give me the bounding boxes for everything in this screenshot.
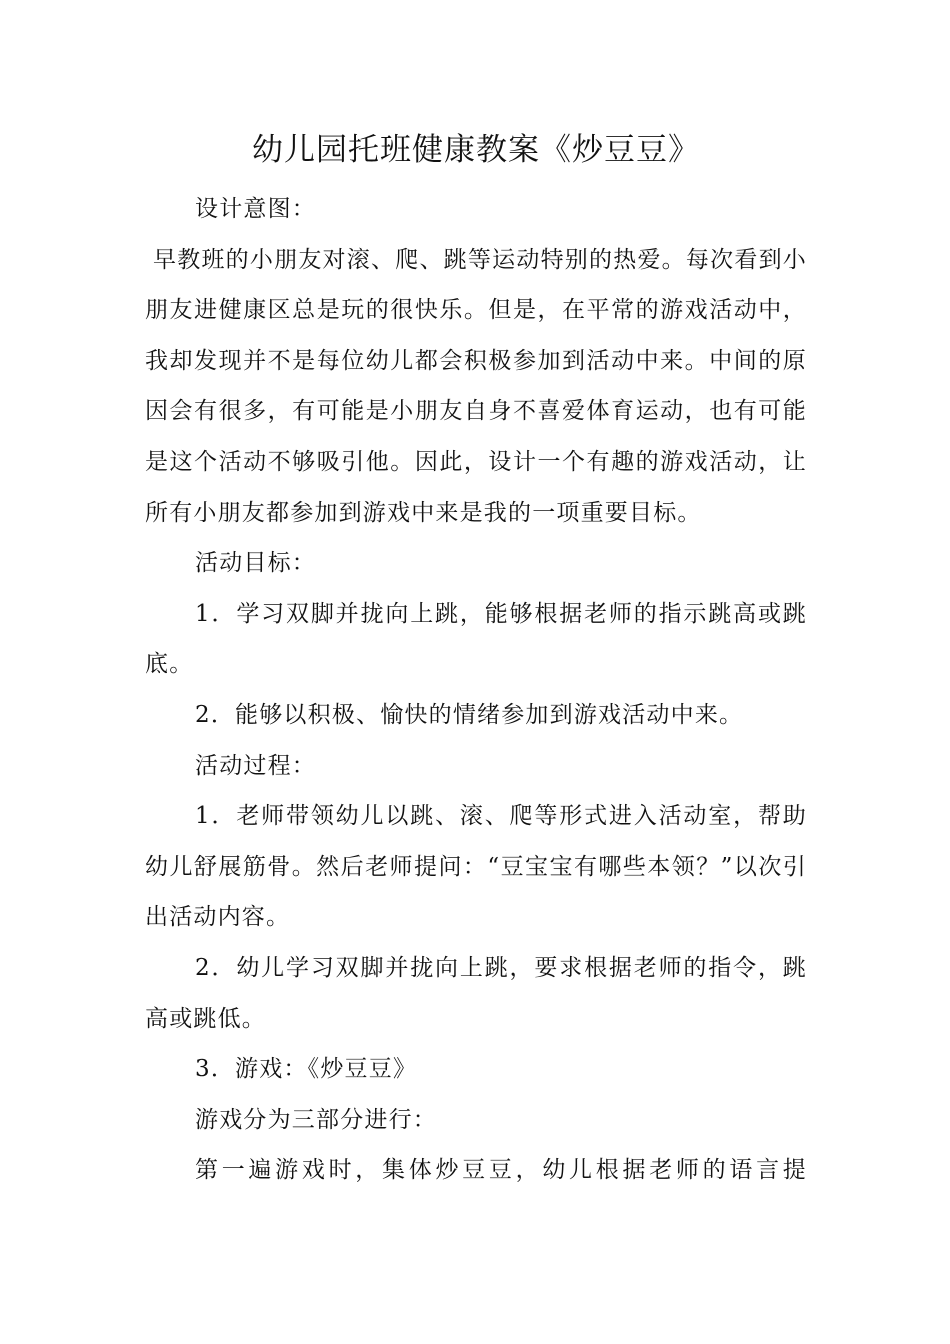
goal-item-1: 1．学习双脚并拢向上跳，能够根据老师的指示跳高或跳底。 <box>145 600 807 678</box>
paragraph-design-intent: 早教班的小朋友对滚、爬、跳等运动特别的热爱。每次看到小朋友进健康区总是玩的很快乐。但是，在平常的游戏活动中，我却发现并不是每位幼儿都会积极参加到活动中来。中间的原因会有很多，有可能是小朋友自身不喜爱体育运动，也有可能是这个活动不够吸引他。因此，设计一个有趣的游戏活动，让所有小朋友都参加到游戏中来是我的一项重要目标。 <box>145 246 807 526</box>
document-content <box>145 128 807 1196</box>
section-heading-activity-process: 活动过程： <box>195 752 316 779</box>
process-item-2: 2．幼儿学习双脚并拢向上跳，要求根据老师的指令，跳高或跳低。 <box>145 954 807 1032</box>
process-item-1: 1．老师带领幼儿以跳、滚、爬等形式进入活动室，帮助幼儿舒展筋骨。然后老师提问：“豆宝宝有哪些本领？”以次引出活动内容。 <box>145 803 807 931</box>
section-heading-design-intent: 设计意图： <box>195 196 316 222</box>
process-item-3: 3．游戏：《炒豆豆》 <box>195 1056 418 1083</box>
section-heading-activity-goals: 活动目标： <box>195 550 316 577</box>
document-title: 幼儿园托班健康教案《炒豆豆》 <box>252 132 700 168</box>
game-first-round-paragraph: 第一遍游戏时，集体炒豆豆，幼儿根据老师的语言提 <box>195 1157 807 1184</box>
goal-item-2: 2．能够以积极、愉快的情绪参加到游戏活动中来。 <box>195 701 744 728</box>
game-parts-heading: 游戏分为三部分进行： <box>195 1106 437 1133</box>
